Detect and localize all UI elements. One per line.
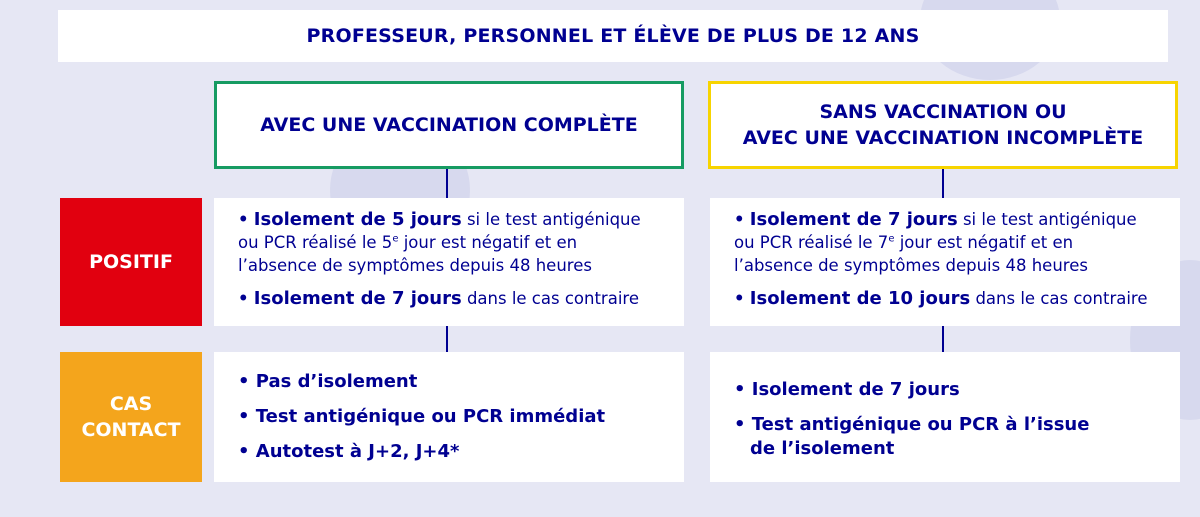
row-label-positif [60, 198, 202, 326]
rule-item [734, 208, 1156, 277]
bullet: • [734, 210, 745, 229]
column-header-complete-label: AVEC UNE VACCINATION COMPLÈTE [260, 114, 638, 136]
rule-emphasis: Isolement de 7 jours [253, 288, 462, 309]
cell-contact-complete [214, 352, 684, 482]
cell-positif-incomplete [710, 198, 1180, 326]
connector-line [446, 169, 448, 198]
row-label-positif-text: POSITIF [89, 251, 173, 273]
rule-emphasis: Isolement de 5 jours [253, 209, 462, 230]
page-title: PROFESSEUR, PERSONNEL ET ÉLÈVE DE PLUS DE 12 ANS [58, 10, 1168, 62]
bullet: • [734, 289, 745, 308]
rule-item: • Autotest à J+2, J+4* [238, 441, 460, 462]
rule-text: jour est négatif et en l’absence de symptômes depuis 48 heures [238, 233, 592, 275]
rule-item [734, 413, 1156, 461]
rule-item-line: • Test antigénique ou PCR à l’issue [734, 414, 1090, 435]
column-header-incomplete-line2: AVEC UNE VACCINATION INCOMPLÈTE [742, 127, 1144, 149]
rule-item: • Test antigénique ou PCR immédiat [238, 406, 606, 427]
rule-text: si le test antigénique ou PCR réalisé le 7 [734, 210, 1137, 252]
row-label-contact-line2: CONTACT [81, 419, 181, 441]
rule-text: dans le cas contraire [970, 289, 1148, 308]
rule-item [734, 287, 1156, 310]
cell-contact-incomplete [710, 352, 1180, 482]
row-label-contact-line1: CAS [109, 393, 153, 415]
connector-line [942, 169, 944, 198]
rule-text: dans le cas contraire [461, 289, 639, 308]
column-header-incomplete-line1: SANS VACCINATION OU [819, 101, 1067, 123]
rule-item [238, 208, 660, 277]
cell-positif-complete [214, 198, 684, 326]
rule-item [238, 287, 660, 310]
connector-line [942, 326, 944, 352]
rule-emphasis: Isolement de 10 jours [749, 288, 971, 309]
connector-line [446, 326, 448, 352]
rule-item: • Isolement de 7 jours [734, 379, 960, 400]
ordinal-suffix: e [888, 233, 895, 245]
bullet: • [238, 289, 249, 308]
rule-text: jour est négatif et en l’absence de symptômes depuis 48 heures [734, 233, 1088, 275]
ordinal-suffix: e [392, 233, 399, 245]
column-header-complete-vaccination [214, 81, 684, 169]
rule-text: si le test antigénique ou PCR réalisé le 5 [238, 210, 641, 252]
rule-item-line: de l’isolement [750, 438, 895, 459]
rule-emphasis: Isolement de 7 jours [749, 209, 958, 230]
column-header-incomplete-vaccination [708, 81, 1178, 169]
row-label-cas-contact [60, 352, 202, 482]
rule-item: • Pas d’isolement [238, 371, 418, 392]
bullet: • [238, 210, 249, 229]
